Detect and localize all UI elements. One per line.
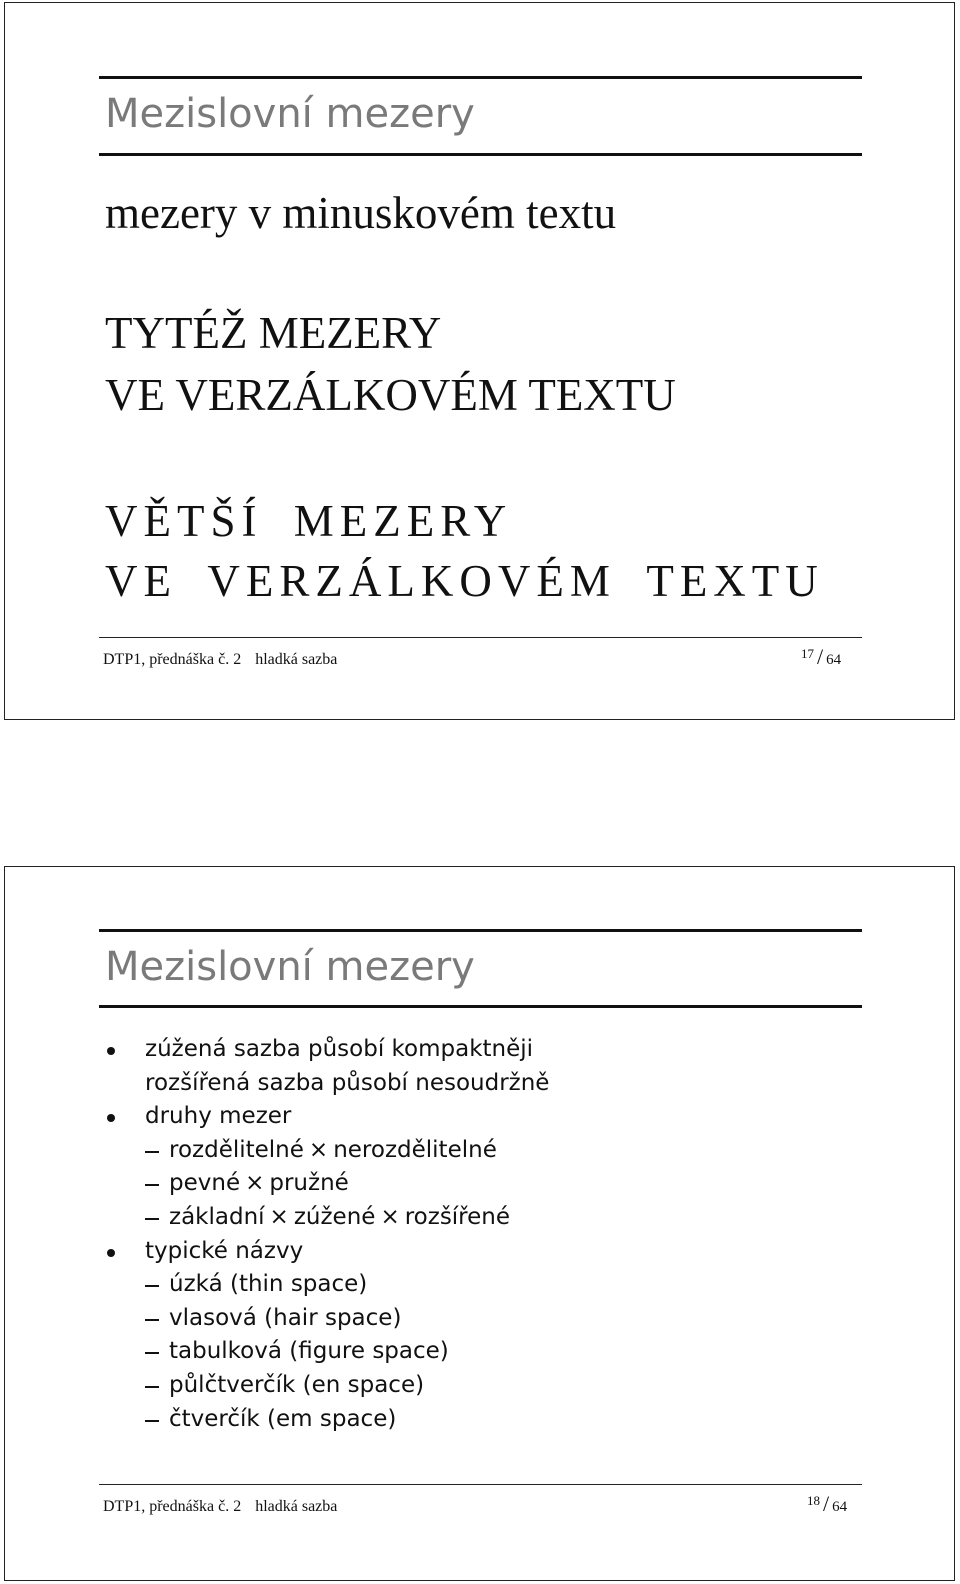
list-item xyxy=(105,1335,549,1369)
dash-icon xyxy=(145,1151,159,1153)
bullet-icon xyxy=(107,1047,115,1055)
footer-rule xyxy=(99,1484,862,1485)
page-number: $^{17}$ / 64 xyxy=(801,644,842,669)
page-total: 64 xyxy=(826,652,842,668)
dash-icon xyxy=(145,1386,159,1388)
dash-icon xyxy=(145,1184,159,1186)
bullet-icon xyxy=(107,1249,115,1257)
page-current: 18 xyxy=(807,1493,820,1508)
list-item-text: druhy mezer xyxy=(145,1103,292,1130)
footer-course: DTP1, přednáška č. 2 xyxy=(103,651,242,668)
list-item-text: pružné xyxy=(269,1170,349,1197)
list-item-text: úzká (thin space) xyxy=(169,1271,368,1298)
footer-text xyxy=(103,651,337,669)
list-item xyxy=(105,1235,549,1269)
sample-spaced-caps-line-2: VE VERZÁLKOVÉM TEXTU xyxy=(105,556,824,606)
list-item xyxy=(105,1201,549,1235)
bullet-list xyxy=(105,1033,549,1436)
bullet-icon xyxy=(107,1114,115,1122)
footer-rule xyxy=(99,637,862,638)
sample-lowercase: mezery v minuskovém textu xyxy=(105,188,617,238)
list-item xyxy=(105,1100,549,1134)
title-rule-bottom xyxy=(99,153,862,156)
list-item xyxy=(105,1268,549,1302)
dash-icon xyxy=(145,1319,159,1321)
list-item-text: tabulková (figure space) xyxy=(169,1338,449,1365)
times-separator: × xyxy=(308,1136,329,1163)
footer-topic: hladká sazba xyxy=(255,1498,338,1515)
list-item-text: typické názvy xyxy=(145,1237,304,1264)
dash-icon xyxy=(145,1218,159,1220)
slide-title: Mezislovní mezery xyxy=(105,944,475,990)
list-item-text: nerozdělitelné xyxy=(333,1136,497,1163)
title-rule-top xyxy=(99,929,862,932)
list-item-text: zúžené xyxy=(293,1203,376,1230)
list-item-text: zúžená sazba působí kompaktněji xyxy=(145,1036,534,1062)
dash-icon xyxy=(145,1285,159,1287)
sample-caps-line-1: TYTÉŽ MEZERY xyxy=(105,308,442,358)
list-item xyxy=(105,1033,549,1067)
list-item-text: rozšířené xyxy=(404,1203,511,1230)
list-item-text: pevné xyxy=(169,1170,241,1197)
sample-spaced-caps-line-1: VĚTŠÍ MEZERY xyxy=(105,496,513,546)
title-rule-bottom xyxy=(99,1005,862,1008)
times-separator: × xyxy=(269,1203,289,1230)
list-item-text: půlčtverčík (en space) xyxy=(169,1371,425,1398)
list-item xyxy=(105,1369,549,1403)
footer-course: DTP1, přednáška č. 2 xyxy=(103,1498,242,1515)
dash-icon xyxy=(145,1420,159,1422)
footer-topic: hladká sazba xyxy=(255,651,338,668)
page-current: 17 xyxy=(801,646,814,661)
title-rule-top xyxy=(99,76,862,79)
list-item xyxy=(105,1134,549,1168)
page-number: $^{18}$ / 64 xyxy=(807,1491,848,1516)
list-item-text: základní xyxy=(169,1203,265,1230)
sample-caps-line-2: VE VERZÁLKOVÉM TEXTU xyxy=(105,370,676,420)
list-item-text: čtverčík (em space) xyxy=(169,1405,397,1432)
list-item xyxy=(105,1167,549,1201)
list-item-text: vlasová (hair space) xyxy=(169,1304,402,1331)
times-separator: × xyxy=(245,1170,265,1197)
times-separator: × xyxy=(380,1203,400,1230)
slide-18 xyxy=(4,866,955,1581)
footer-text xyxy=(103,1498,337,1516)
list-item xyxy=(105,1067,549,1101)
slide-17 xyxy=(4,2,955,720)
list-item-text: rozšířená sazba působí nesoudržně xyxy=(145,1069,550,1096)
slide-title: Mezislovní mezery xyxy=(105,91,475,137)
list-item xyxy=(105,1302,549,1336)
dash-icon xyxy=(145,1352,159,1354)
page-total: 64 xyxy=(832,1499,848,1515)
list-item xyxy=(105,1403,549,1437)
list-item-text: rozdělitelné xyxy=(169,1136,304,1163)
